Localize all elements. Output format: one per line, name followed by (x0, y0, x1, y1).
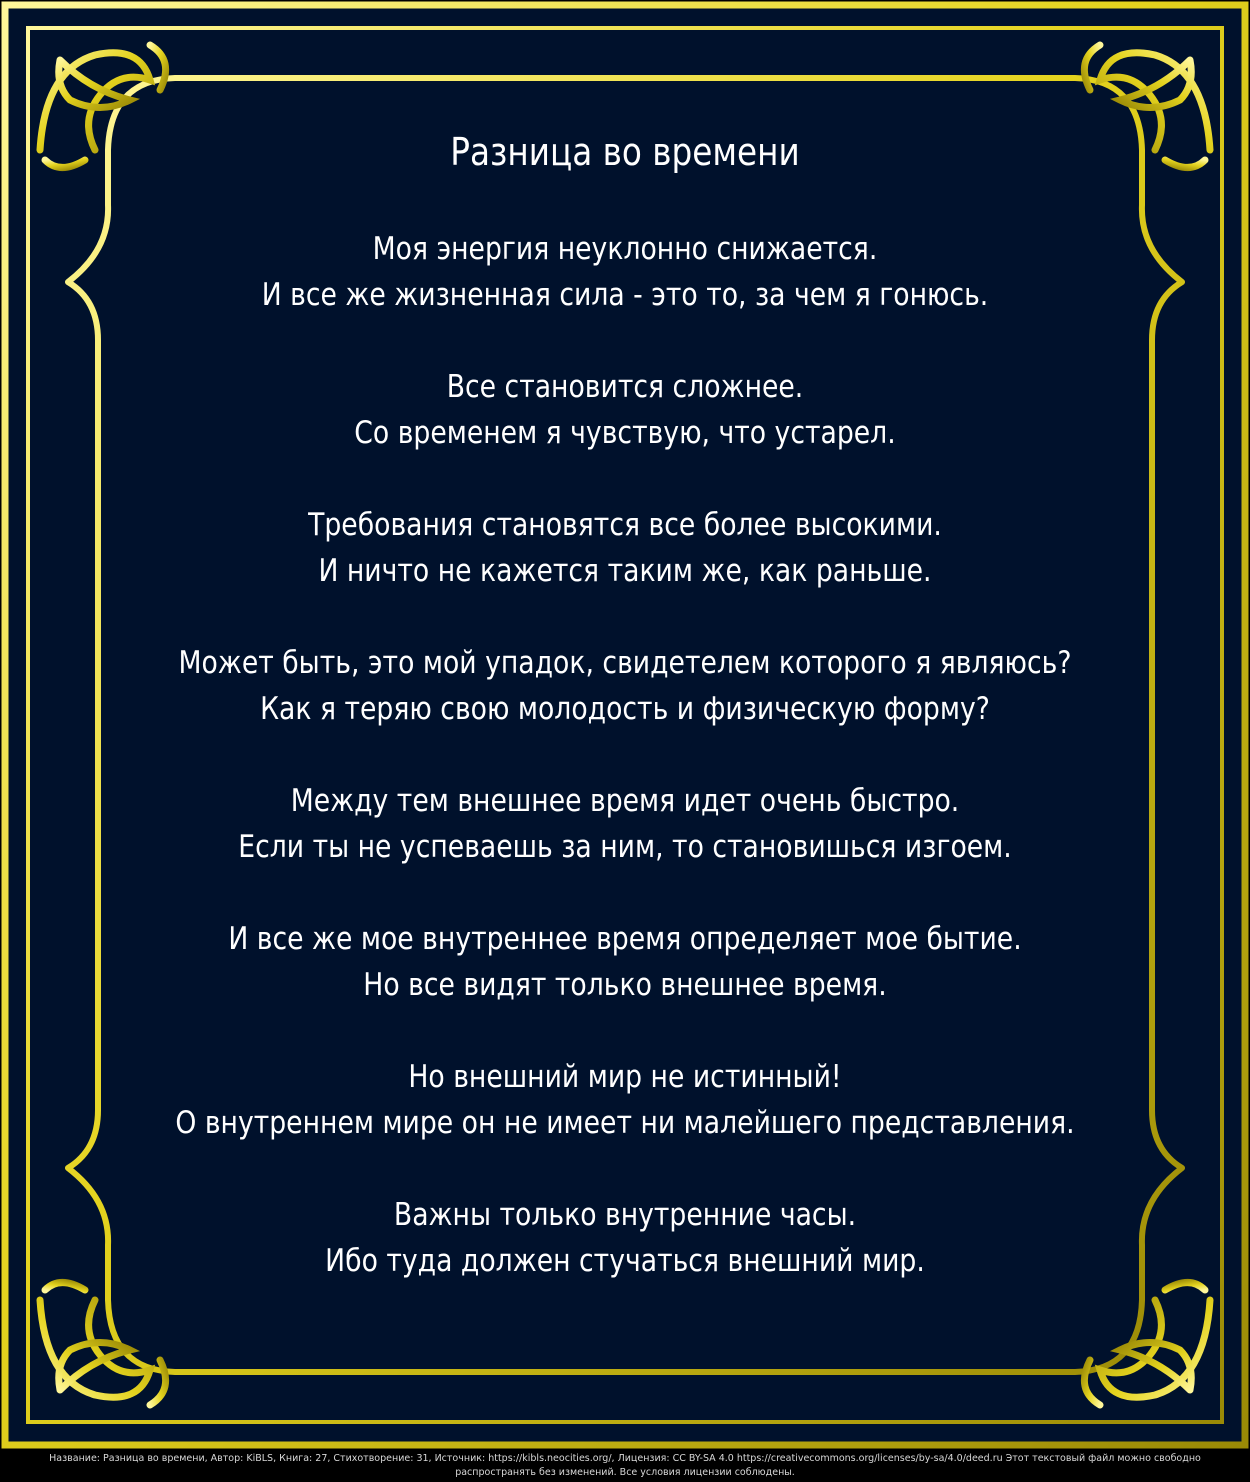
poem-line: Моя энергия неуклонно снижается. (372, 231, 878, 267)
license-footer (0, 1452, 1250, 1480)
poem-title: Разница во времени (450, 130, 800, 174)
stanza-1 (100, 226, 1150, 318)
poem-line: Требования становятся все более высокими. (308, 507, 942, 543)
stanza-2 (100, 364, 1150, 456)
poem-line: Но все видят только внешнее время. (363, 967, 887, 1003)
poem-line: Ибо туда должен стучаться внешний мир. (325, 1243, 925, 1279)
poem-line: И все же жизненная сила - это то, за чем я гонюсь. (261, 277, 989, 313)
footer-line-2: распространять без изменений. Все условия лицензии соблюдены. (455, 1467, 795, 1478)
poem-line: Между тем внешнее время идет очень быстро. (290, 783, 960, 819)
poem-line: Важны только внутренние часы. (393, 1197, 857, 1233)
poem-line: О внутреннем мире он не имеет ни малейшего представления. (175, 1105, 1075, 1141)
stanza-3 (100, 502, 1150, 594)
stanza-6 (100, 916, 1150, 1008)
stanza-8 (100, 1192, 1150, 1284)
poem-line: И все же мое внутреннее время определяет мое бытие. (228, 921, 1022, 957)
poem-line: Со временем я чувствую, что устарел. (354, 415, 896, 451)
stanza-7 (100, 1054, 1150, 1146)
poem (100, 120, 1150, 1330)
poem-line: Как я теряю свою молодость и физическую форму? (260, 691, 990, 727)
poem-line: Но внешний мир не истинный! (408, 1059, 842, 1095)
poem-line: Может быть, это мой упадок, свидетелем которого я являюсь? (178, 645, 1072, 681)
stanza-4 (100, 640, 1150, 732)
stanza-5 (100, 778, 1150, 870)
poem-line: И ничто не кажется таким же, как раньше. (318, 553, 932, 589)
footer-line-1: Название: Разница во времени, Автор: KiBLS, Книга: 27, Стихотворение: 31, Источник: https://kibls.neocities.org/, Лицензия: CC BY-SA 4.0 https://creativecommons.org/licenses/by-sa/4.0/deed.ru Этот текстовый файл можно свободно (49, 1453, 1201, 1464)
poem-line: Все становится сложнее. (446, 369, 804, 405)
poem-line: Если ты не успеваешь за ним, то становишься изгоем. (238, 829, 1012, 865)
